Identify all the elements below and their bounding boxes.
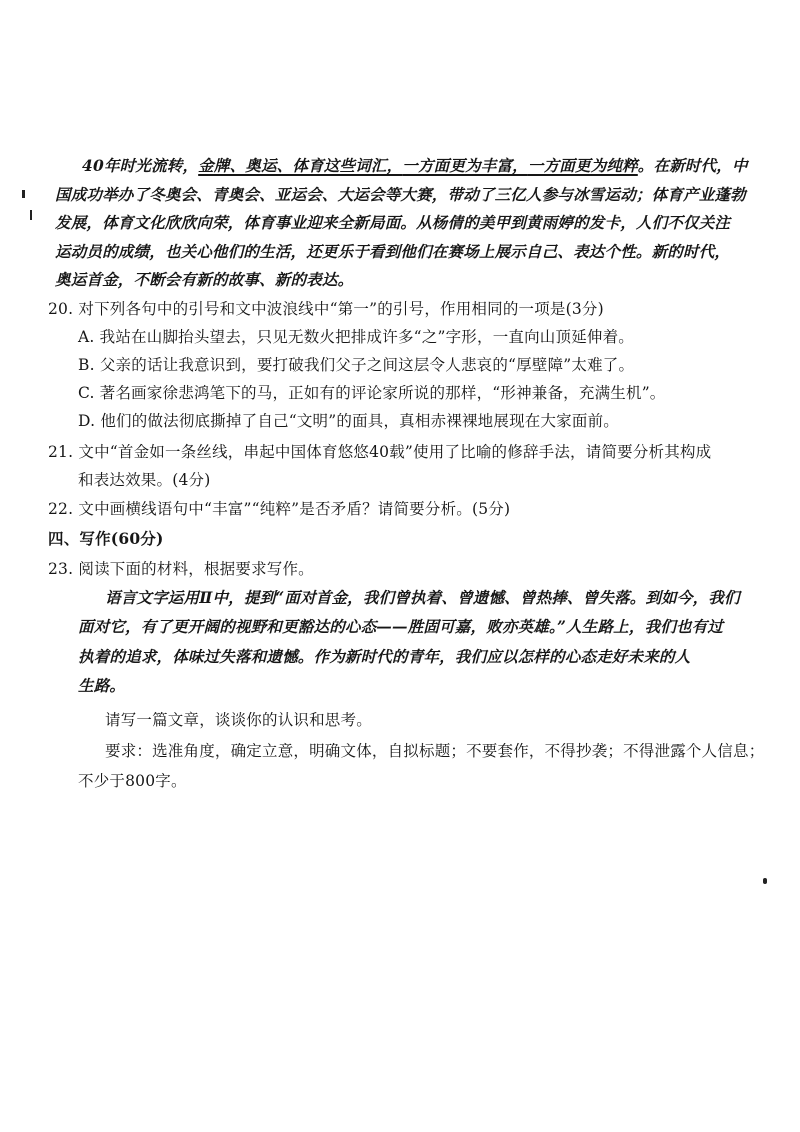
passage-line-1 xyxy=(82,156,748,176)
passage-line-3: 发展，体育文化欣欣向荣，体育事业迎来全新局面。从杨倩的美甲到黄雨婷的发卡，人们不仅关注 xyxy=(55,213,731,232)
passage-line-4: 运动员的成绩，也关心他们的生活，还更乐于看到他们在赛场上展示自己、表达个性。新的时代， xyxy=(55,242,731,261)
question-22: 22. 文中画横线语句中“丰富”“纯粹”是否矛盾？请简要分析。(5分) xyxy=(48,500,511,518)
question-23-stem: 23. 阅读下面的材料，根据要求写作。 xyxy=(48,560,314,578)
material-line-2: 面对它，有了更开阔的视野和更豁达的心态——胜固可嘉，败亦英雄。”人生路上，我们也有过 xyxy=(78,617,724,636)
section-heading-writing: 四、写作(60分) xyxy=(48,529,164,548)
question-21-line-2: 和表达效果。(4分) xyxy=(78,471,211,489)
scan-speck xyxy=(22,190,25,198)
passage-text: 。在新时代，中 xyxy=(637,156,748,175)
material-line-1: 语言文字运用Ⅱ中，提到“面对首金，我们曾执着、曾遗憾、曾热捧、曾失落。到如今，我们 xyxy=(105,588,740,607)
question-20-stem: 20. 对下列各句中的引号和文中波浪线中“第一”的引号，作用相同的一项是(3分) xyxy=(48,300,604,318)
question-20-option-d: D. 他们的做法彻底撕掉了自己“文明”的面具，真相赤裸裸地展现在大家面前。 xyxy=(78,412,619,430)
underlined-phrase-1: 金牌、奥运、体育这些词汇， xyxy=(198,156,403,175)
writing-requirements-line-1: 要求：选准角度，确定立意，明确文体，自拟标题；不要套作，不得抄袭；不得泄露个人信息； xyxy=(105,742,765,760)
material-line-4: 生路。 xyxy=(78,676,126,695)
passage-line-5: 奥运首金，不断会有新的故事、新的表达。 xyxy=(55,270,354,289)
underlined-phrase-2: 一方面更为丰富， xyxy=(402,156,528,175)
question-20-option-b: B. 父亲的话让我意识到，要打破我们父子之间这层令人悲哀的“厚壁障”太难了。 xyxy=(78,356,635,374)
question-20-option-a: A. 我站在山脚抬头望去，只见无数火把排成许多“之”字形，一直向山顶延伸着。 xyxy=(78,328,634,346)
scan-speck xyxy=(763,878,767,884)
question-21-line-1: 21. 文中“首金如一条丝线，串起中国体育悠悠40载”使用了比喻的修辞手法，请简要分析其构成 xyxy=(48,443,712,461)
writing-prompt: 请写一篇文章，谈谈你的认识和思考。 xyxy=(105,711,372,729)
passage-text: 40年时光流转， xyxy=(82,156,199,175)
writing-requirements-line-2: 不少于800字。 xyxy=(78,772,187,790)
question-20-option-c: C. 著名画家徐悲鸿笔下的马，正如有的评论家所说的那样，“形神兼备，充满生机”。 xyxy=(78,384,666,402)
scan-speck xyxy=(30,210,32,220)
passage-line-2: 国成功举办了冬奥会、青奥会、亚运会、大运会等大赛，带动了三亿人参与冰雪运动；体育产业蓬勃 xyxy=(55,185,746,204)
material-line-3: 执着的追求，体味过失落和遗憾。作为新时代的青年，我们应以怎样的心态走好未来的人 xyxy=(78,647,691,666)
underlined-phrase-3: 一方面更为纯粹 xyxy=(527,156,638,175)
